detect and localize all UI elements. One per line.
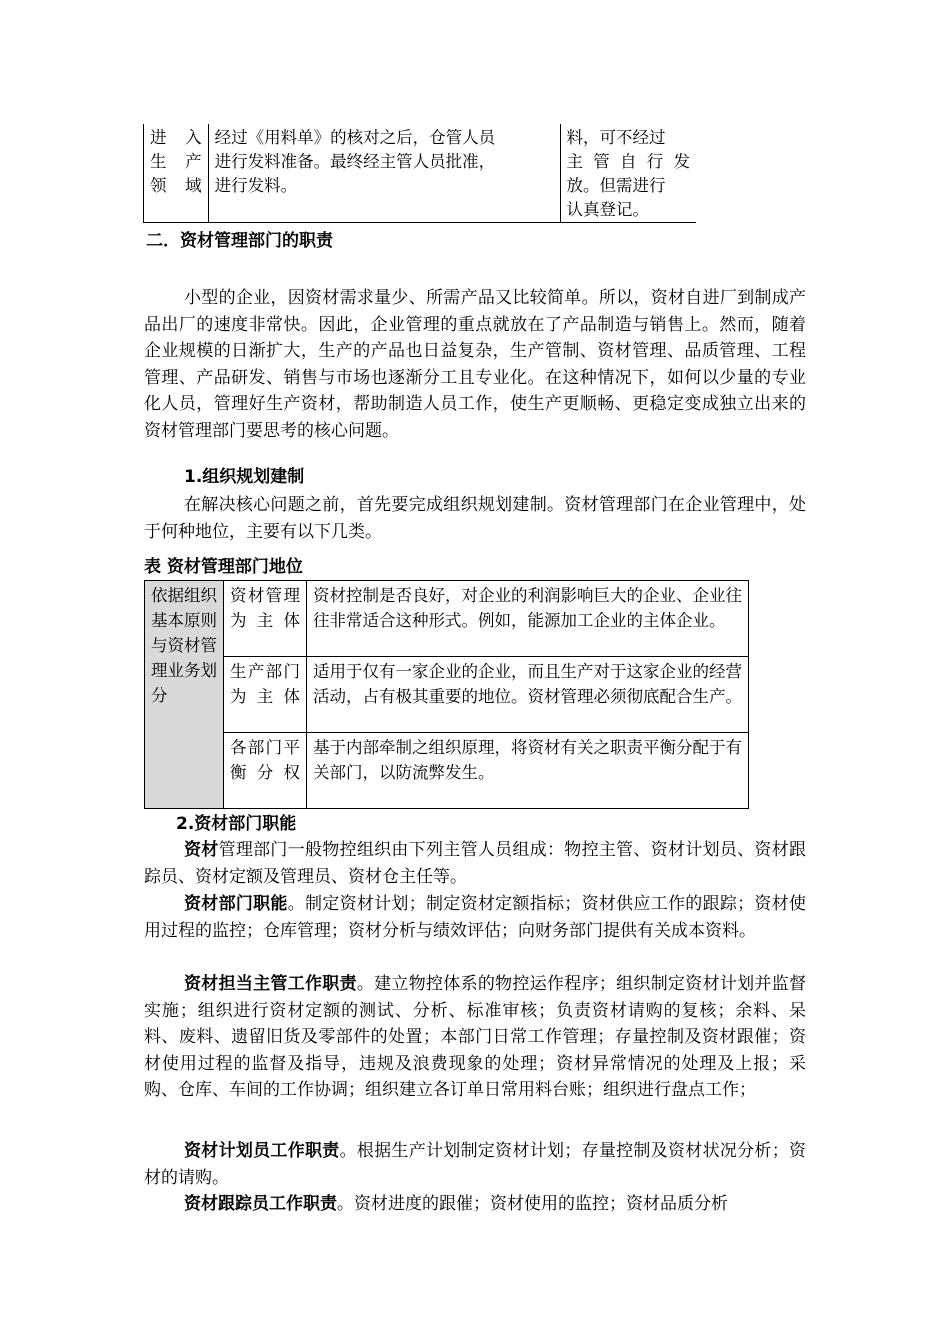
stage-cell [144, 124, 209, 223]
lead-term: 资材跟踪员工作职责 [184, 1194, 337, 1214]
paragraph-text: 。制定资材计划；制定资材定额指标；资材供应工作的跟踪；资材使用过程的监控；仓库管理；资材分析与绩效评估；向财务部门提供有关成本资料。 [144, 894, 807, 941]
lead-term: 资材部门职能 [184, 894, 288, 914]
stage-line: 领域 [150, 176, 202, 195]
type-cell: 资材管理为主体 [224, 581, 307, 657]
department-position-table [144, 580, 749, 809]
process-cell [208, 124, 560, 223]
table-row [145, 581, 749, 657]
process-line: 经过《用料单》的核对之后，仓管人员 [214, 128, 496, 147]
table-caption: 表 资材管理部门地位 [144, 557, 303, 577]
note-line: 主 管 自 行 发 [566, 152, 690, 171]
table-row [144, 124, 697, 223]
process-line: 进行发料。 [214, 176, 298, 195]
paragraph-text: 管理部门一般物控组织由下列主管人员组成：物控主管、资材计划员、资材跟踪员、资材定额及管理员、资材仓主任等。 [144, 840, 807, 887]
paragraph-text: 。根据生产计划制定资材计划；存量控制及资材状况分析；资材的请购。 [144, 1141, 807, 1188]
paragraph-dept-functions [144, 891, 806, 944]
description-cell: 资材控制是否良好，对企业的利润影响巨大的企业、企业往往非常适合这种形式。例如，能源加工企业的主体企业。 [307, 581, 749, 657]
description-cell: 适用于仅有一家企业的企业，而且生产对于这家企业的经营活动，占有极其重要的地位。资材管理必须彻底配合生产。 [307, 657, 749, 733]
note-line: 认真登记。 [566, 200, 650, 219]
stage-line: 进 入 [150, 128, 202, 147]
subsection-title-org: 1.组织规划建制 [184, 467, 305, 487]
paragraph-text: 。资材进度的跟催；资材使用的监控；资材品质分析 [337, 1194, 728, 1214]
table-row [145, 657, 749, 733]
type-cell: 生产部门为主体 [224, 657, 307, 733]
lead-term: 资材 [184, 840, 219, 860]
material-flow-table-fragment [143, 124, 696, 223]
lead-term: 资材计划员工作职责 [184, 1141, 340, 1161]
org-paragraph: 在解决核心问题之前，首先要完成组织规划建制。资材管理部门在企业管理中，处于何种地位，主要有以下几类。 [144, 495, 806, 542]
paragraph-supervisor-duties [144, 971, 806, 1104]
process-line: 进行发料准备。最终经主管人员批准， [214, 152, 496, 171]
paragraph-planner-duties [144, 1138, 806, 1191]
intro-paragraph: 小型的企业，因资材需求量少、所需产品又比较简单。所以，资材自进厂到制成产品出厂的速度非常快。因此，企业管理的重点就放在了产品制造与销售上。然而，随着企业规模的日渐扩大，生产的产品也日益复杂，生产管制、资材管理、品质管理、工程管理、产品研发、销售与市场也逐渐分工且专业化。在这种情况下，如何以少量的专业化人员，管理好生产资材，帮助制造人员工作，使生产更顺畅、更稳定变成独立出来的资材管理部门要思考的核心问题。 [144, 288, 806, 441]
note-line: 料，可不经过 [566, 128, 666, 147]
subsection-title-functions: 2.资材部门职能 [176, 814, 297, 834]
paragraph-composition [144, 837, 806, 890]
paragraph-tracker-duties [144, 1191, 806, 1218]
description-cell: 基于内部牵制之组织原理，将资材有关之职责平衡分配于有关部门，以防流弊发生。 [307, 733, 749, 809]
lead-term: 资材担当主管工作职责 [184, 974, 357, 994]
paragraph-text: 。建立物控体系的物控运作程序；组织制定资材计划并监督实施；组织进行资材定额的测试、分析、标准审核；负责资材请购的复核；余料、呆料、废料、遗留旧货及零部件的处置；本部门日常工作管理；存量控制及资材跟催；资材使用过程的监督及指导，违规及浪费现象的处理；资材异常情况的处理及上报；采购、仓库、车间的工作协调；组织建立各订单日常用料台账；组织进行盘点工作； [144, 974, 807, 1101]
table-row [145, 733, 749, 809]
type-cell: 各部门平衡分权 [224, 733, 307, 809]
stage-line: 生 产 [150, 152, 202, 171]
note-cell [560, 124, 696, 223]
section-title: 二．资材管理部门的职责 [146, 231, 333, 251]
note-line: 放。但需进行 [566, 176, 666, 195]
basis-cell: 依据组织基本原则与资材管理业务划分 [145, 581, 224, 809]
